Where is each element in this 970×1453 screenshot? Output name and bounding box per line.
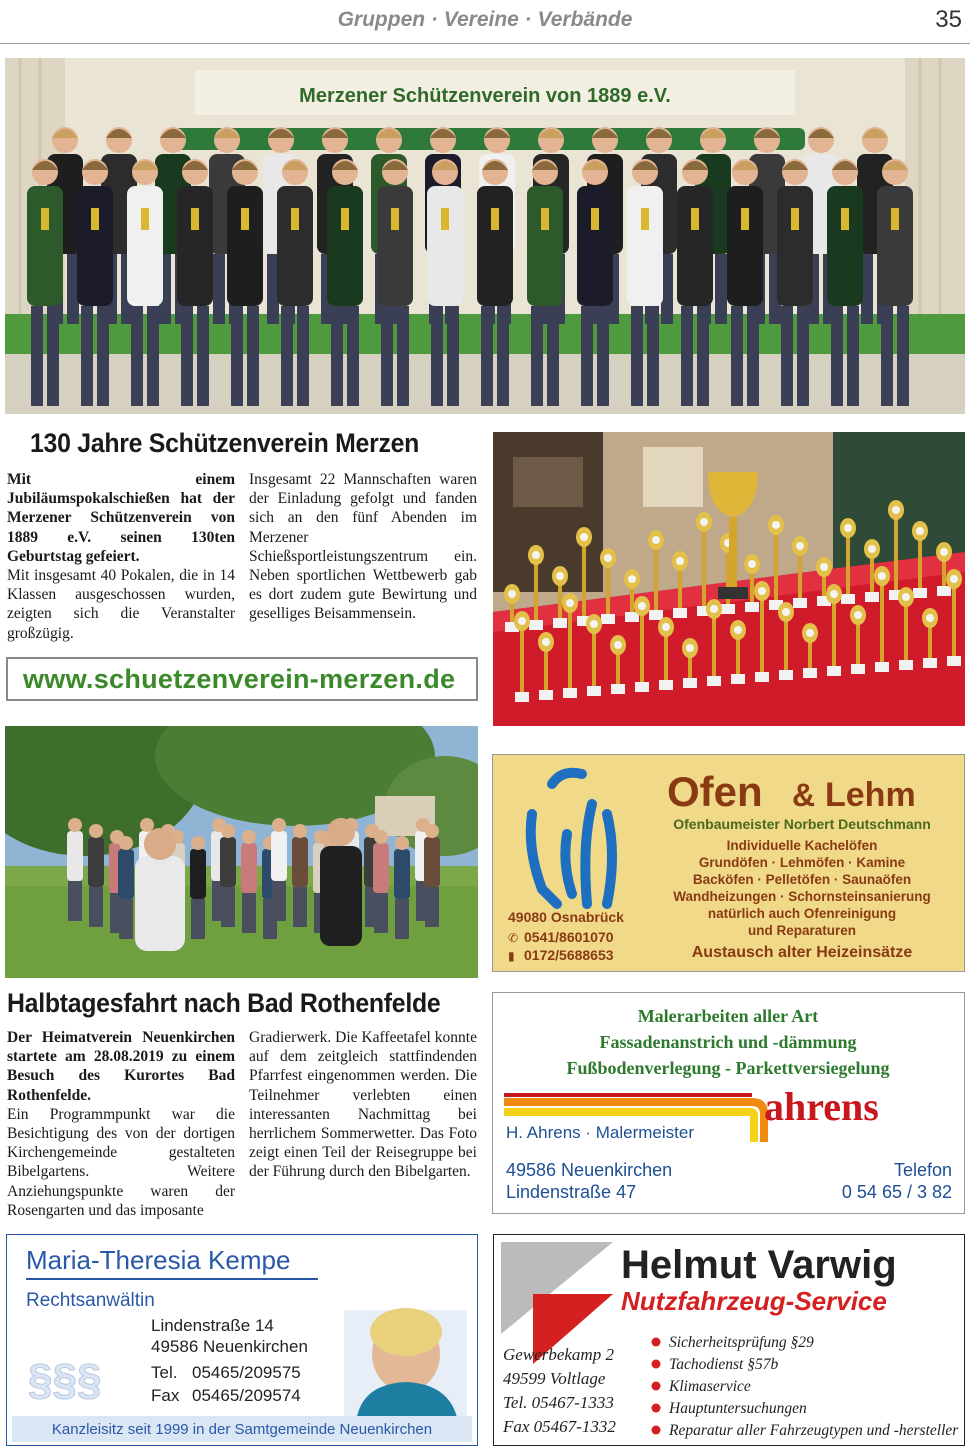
section-title: Gruppen · Vereine · Verbände (337, 8, 633, 31)
ofen-service-5: und Reparaturen (747, 923, 857, 938)
page-number: 35 (935, 6, 962, 33)
photo-banner-text: Merzener Schützenverein von 1889 e.V. (299, 85, 671, 107)
visitor-figure (292, 824, 308, 927)
ahrens-address-2: Lindenstraße 47 (506, 1182, 637, 1202)
bullet-icon (652, 1360, 661, 1369)
article1-column-left (7, 470, 235, 643)
mobile-icon: ▮ (508, 949, 515, 963)
ofen-service-3: Wandheizungen · Schornsteinsanierung (673, 889, 931, 904)
ad-varwig (493, 1234, 965, 1446)
kempe-city: 49586 Neuenkirchen (151, 1337, 308, 1356)
visitor-figure (118, 836, 134, 939)
club-website-link[interactable]: www.schuetzenverein-merzen.de (23, 664, 456, 694)
visitor-figure (190, 836, 206, 939)
kempe-title: Rechtsanwältin (26, 1290, 155, 1311)
kempe-fax-label: Fax (151, 1386, 180, 1405)
kempe-street: Lindenstraße 14 (151, 1316, 274, 1335)
varwig-item-4: Reparatur aller Fahrzeugtypen und -hersteller (669, 1422, 959, 1439)
ahrens-line-3: Fußbodenverlegung - Parkettversiegelung (566, 1058, 890, 1078)
visitor-figure (424, 824, 440, 927)
kempe-name: Maria-Theresia Kempe (26, 1245, 291, 1275)
paragraph-icon: §§§ (28, 1355, 102, 1404)
varwig-item-2: Klimaservice (669, 1378, 751, 1395)
visitor-figure (220, 824, 236, 927)
varwig-item-0: Sicherheitsprüfung §29 (669, 1334, 814, 1351)
article2-lead: Der Heimatverein Neuenkirchen startete am 28.08.2019 zu einem Besuch des Kurortes Bad Rothenfelde. (7, 1029, 235, 1104)
ofen-title-a: Ofen (667, 768, 763, 815)
ofen-city: 49080 Osnabrück (508, 909, 624, 925)
varwig-item-3: Hauptuntersuchungen (669, 1400, 807, 1417)
ahrens-brand: ahrens (764, 1084, 879, 1129)
article1-headline: 130 Jahre Schützenverein Merzen (30, 428, 420, 458)
ofen-service-4: natürlich auch Ofenreinigung (707, 906, 897, 921)
article2-headline: Halbtagesfahrt nach Bad Rothenfelde (7, 988, 441, 1018)
kempe-tel: 05465/209575 (192, 1363, 301, 1382)
article2-body-left: Ein Programmpunkt war die Besichtigung des von der dortigen Kirchengemeinde gestalteten Bibelgartens. Weitere Anziehungspunkte waren der Rosengarten und das imposante (7, 1105, 235, 1219)
ad-kempe (6, 1234, 478, 1446)
ahrens-address-1: 49586 Neuenkirchen (506, 1160, 673, 1180)
bullet-icon (652, 1404, 661, 1413)
kempe-footer: Kanzleisitz seit 1999 in der Samtgemeinde Neuenkirchen (51, 1421, 433, 1438)
kempe-tel-label: Tel. (151, 1363, 178, 1382)
visitor-figure (394, 836, 410, 939)
varwig-city: 49599 Voltlage (503, 1369, 606, 1388)
article1-body-right: Insgesamt 22 Mannschaften waren der Einladung gefolgt und fanden sich an den fünf Abenden im Merzener Schießsportleistungszentrum ein. Neben sportlichen Wettbewerb gab es dort zudem gute Bewirtung und geselliges Beisammensein. (249, 471, 477, 623)
bullet-icon (652, 1426, 661, 1435)
photo-schuetzenverein-group (5, 58, 965, 414)
club-website-box (6, 657, 478, 701)
visitor-figure (271, 818, 287, 921)
article2-column-right (249, 1028, 477, 1182)
article1-lead: Mit einem Jubiläumspokalschießen hat der Merzener Schützenverein von 1889 e.V. seinen 130ten Geburtstag gefeiert. (7, 471, 235, 565)
article1-column-right (249, 470, 477, 624)
photo-trophies (493, 432, 965, 726)
ad-ahrens (492, 992, 965, 1214)
kempe-fax: 05465/209574 (192, 1386, 301, 1405)
varwig-tel: Tel. 05467-1333 (503, 1393, 614, 1412)
ahrens-phone: 0 54 65 / 3 82 (841, 1182, 952, 1202)
article2-body-right: Gradierwerk. Die Kaffeetafel konnte auf dem zeitgleich stattfindenden Pfarrfest eingenommen werden. Die Teilnehmer verlebten einen interessanten Nachmittag bei herrlichem Sommerwetter. Das Foto zeigt einen Teil der Reisegruppe bei der Führung durch den Bibelgarten. (249, 1029, 477, 1181)
ofen-phone-2: 0172/5688653 (524, 947, 614, 963)
portrait-photo (344, 1308, 467, 1422)
bullet-icon (652, 1382, 661, 1391)
varwig-item-1: Tachodienst §57b (669, 1356, 779, 1373)
visitor-figure (373, 830, 389, 933)
visitor-figure (241, 830, 257, 933)
phone-icon: ✆ (508, 931, 519, 945)
varwig-name: Helmut Varwig (621, 1243, 897, 1287)
ahrens-line-2: Fassadenanstrich und -dämmung (599, 1032, 857, 1052)
visitor-figure (88, 824, 104, 927)
varwig-service: Nutzfahrzeug-Service (621, 1286, 887, 1316)
ahrens-phone-label: Telefon (893, 1160, 952, 1180)
ofen-service-1: Grundöfen · Lehmöfen · Kamine (698, 855, 906, 870)
photo-bibelgarten-group (5, 726, 478, 978)
ahrens-owner: H. Ahrens · Malermeister (506, 1123, 694, 1142)
article1-body-left: Mit insgesamt 40 Pokalen, die in 14 Klassen ausgeschossen wurden, zeigten sich die Veranstalter großzügig. (7, 567, 235, 642)
ofen-footer: Austausch alter Heizeinsätze (691, 944, 913, 961)
ad-ofen-lehm (492, 754, 965, 972)
varwig-street: Gewerbekamp 2 (503, 1345, 614, 1364)
article2-column-left (7, 1028, 235, 1220)
bullet-icon (652, 1338, 661, 1347)
varwig-fax: Fax 05467-1332 (503, 1417, 616, 1436)
ofen-title-b: Lehm (825, 776, 916, 814)
visitor-figure (67, 818, 83, 921)
ofen-phone-1: 0541/8601070 (524, 929, 614, 945)
ofen-service-0: Individuelle Kachelöfen (726, 838, 878, 853)
ahrens-line-1: Malerarbeiten aller Art (637, 1006, 819, 1026)
ofen-subtitle: Ofenbaumeister Norbert Deutschmann (673, 816, 931, 832)
ofen-title-amp: & (792, 777, 816, 813)
ofen-service-2: Backöfen · Pelletöfen · Saunaöfen (692, 872, 912, 887)
